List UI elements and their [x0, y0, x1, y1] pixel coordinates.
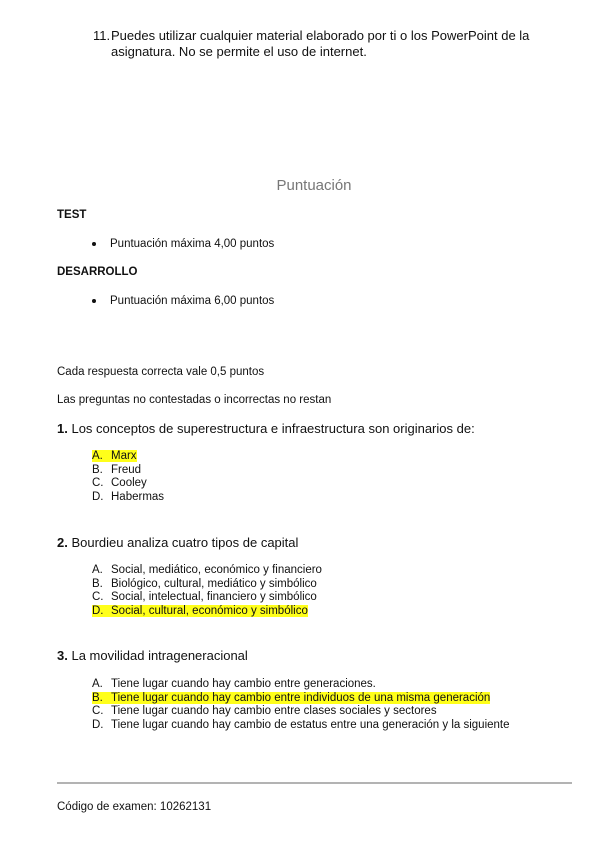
question-3 [57, 648, 248, 663]
instruction-rule-11 [93, 28, 563, 60]
option-3d[interactable]: D. Tiene lugar cuando hay cambio de estatus entre una generación y la siguiente [92, 718, 510, 731]
note-correct-answer: Cada respuesta correcta vale 0,5 puntos [57, 366, 265, 378]
option-1b[interactable]: B. Freud [92, 463, 142, 476]
question-3-options [92, 678, 510, 732]
question-number: 3. [57, 648, 68, 663]
development-label: DESARROLLO [57, 266, 138, 278]
option-2c[interactable]: C. Social, intelectual, financiero y simbólico [92, 591, 317, 603]
option-1c[interactable]: C. Cooley [92, 477, 147, 489]
exam-code: Código de examen: 10262131 [57, 801, 212, 813]
test-points-item [92, 238, 274, 250]
rule-text: Puedes utilizar cualquier material elaborado por ti o los PowerPoint de la asignatura. No se permite el uso de internet. [111, 28, 530, 59]
question-text: Bourdieu analiza cuatro tipos de capital [71, 535, 299, 550]
development-points-text: Puntuación máxima 6,00 puntos [110, 295, 275, 307]
question-2 [57, 535, 298, 550]
bullet-icon [92, 242, 96, 246]
question-1 [57, 421, 475, 436]
footer-divider [57, 782, 572, 784]
question-text: Los conceptos de superestructura e infraestructura son originarios de: [71, 421, 475, 436]
note-unanswered: Las preguntas no contestadas o incorrectas no restan [57, 394, 332, 406]
option-1d[interactable]: D. Habermas [92, 490, 165, 503]
question-number: 2. [57, 535, 68, 550]
option-2a[interactable]: A. Social, mediático, económico y financiero [92, 564, 322, 576]
option-2d[interactable]: D. Social, cultural, económico y simbólico [92, 604, 308, 617]
question-number: 1. [57, 421, 68, 436]
test-points-text: Puntuación máxima 4,00 puntos [110, 238, 275, 250]
question-1-options [92, 450, 164, 504]
bullet-icon [92, 299, 96, 303]
option-1a[interactable]: A. Marx [92, 450, 137, 462]
question-2-options [92, 564, 322, 618]
rule-number: 11. [93, 28, 111, 43]
development-points-item [92, 295, 274, 307]
option-3b[interactable]: B. Tiene lugar cuando hay cambio entre individuos de una misma generación [92, 691, 491, 704]
option-2b[interactable]: B. Biológico, cultural, mediático y simbólico [92, 577, 317, 590]
option-3c[interactable]: C. Tiene lugar cuando hay cambio entre clases sociales y sectores [92, 705, 437, 717]
question-text: La movilidad intrageneracional [71, 648, 248, 663]
test-label: TEST [57, 209, 87, 221]
option-3a[interactable]: A. Tiene lugar cuando hay cambio entre generaciones. [92, 678, 376, 690]
scoring-title: Puntuación [276, 177, 352, 194]
